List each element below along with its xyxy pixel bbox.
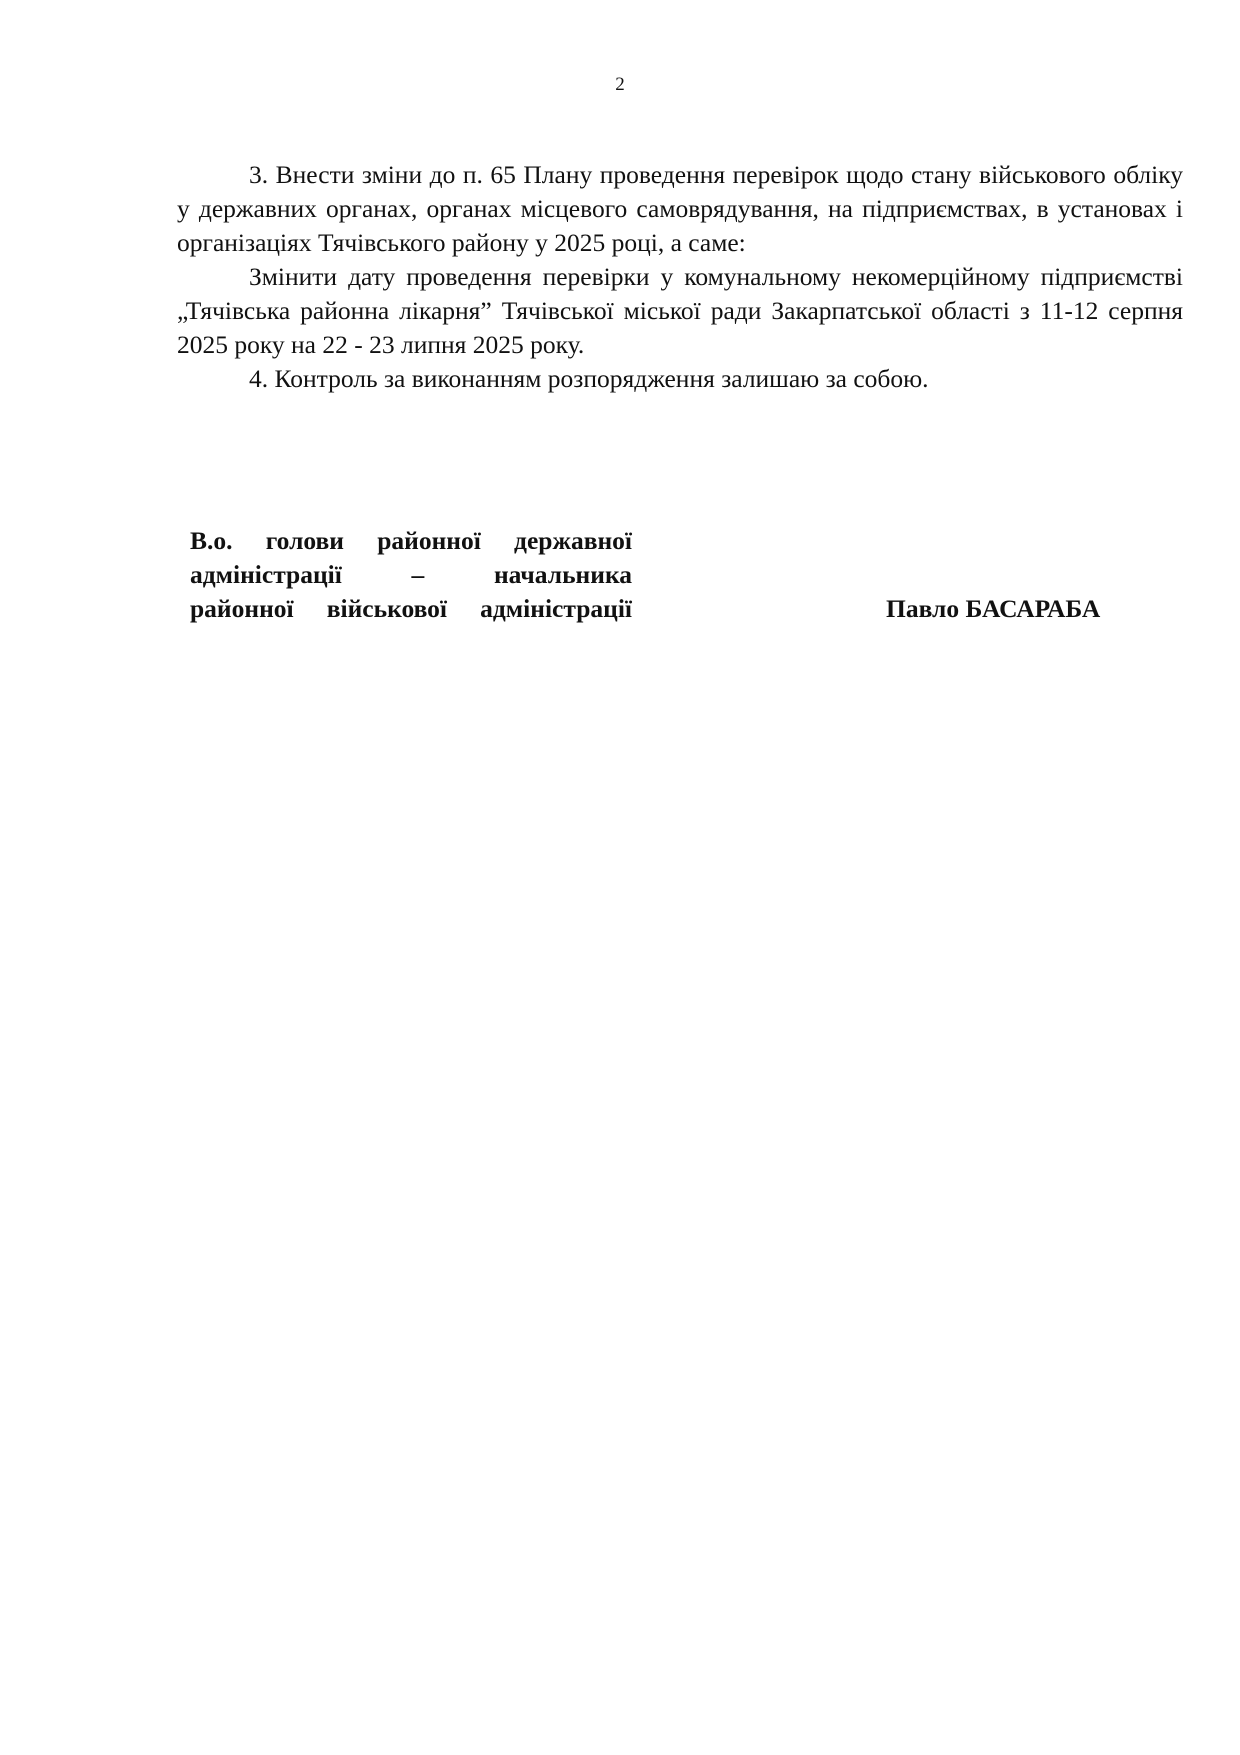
signature-title-line: адміністрації – начальника [190,560,632,589]
paragraph-amendment: 3. Внести зміни до п. 65 Плану проведення перевірок щодо стану військового обліку у державних органах, органах місцевого самоврядування, на підприємствах, в установах і організаціях Тячівського району у 2025 році, а саме: [177,160,1183,257]
signature-title-line: В.о. голови районної державної [190,526,632,555]
signature-title-line: районної військової адміністрації [190,594,632,623]
paragraph-control: 4. Контроль за виконанням розпорядження залишаю за собою. [249,364,929,393]
paragraph-date-change: Змінити дату проведення перевірки у комунальному некомерційному підприємстві „Тячівська районна лікарня” Тячівської міської ради Закарпатської області з 11-12 серпня 2025 року на 22 - 23 липня 2025 року. [177,262,1183,359]
signature-title [190,524,632,626]
document-body [177,158,1183,396]
signatory-name: Павло БАСАРАБА [886,594,1101,623]
page-number: 2 [615,74,625,95]
